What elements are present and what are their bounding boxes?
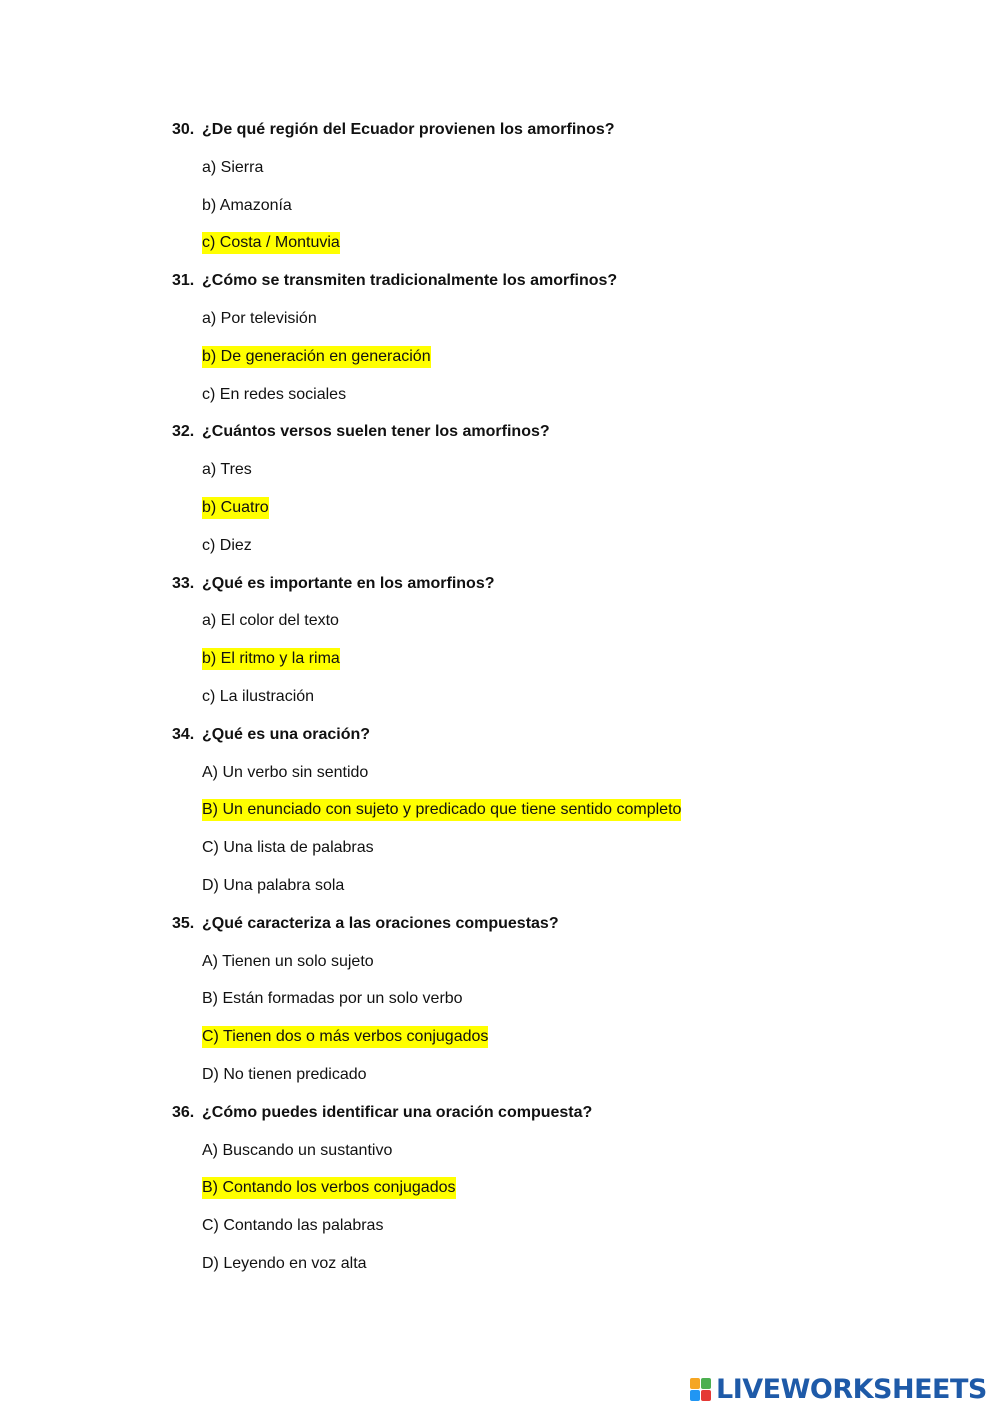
answer-option-text: a) Tres — [202, 461, 252, 479]
question-number: 33. — [172, 574, 195, 592]
answer-option[interactable] — [0, 1245, 999, 1283]
answer-option[interactable] — [0, 867, 999, 905]
answer-option[interactable] — [0, 527, 999, 565]
question-number: 32. — [172, 423, 195, 441]
answer-option-text: C) Una lista de palabras — [202, 839, 374, 857]
answer-option-text: c) En redes sociales — [202, 385, 347, 403]
answer-option-text: b) Cuatro — [202, 497, 269, 519]
answer-option-text: D) Una palabra sola — [202, 876, 345, 894]
answer-option-text: c) La ilustración — [202, 687, 315, 705]
answer-option-text: c) Costa / Montuvia — [202, 232, 340, 254]
answer-option-text: b) El ritmo y la rima — [202, 648, 340, 670]
answer-option[interactable] — [0, 1056, 999, 1094]
question-32 — [0, 413, 999, 451]
question-30 — [0, 111, 999, 149]
question-text: ¿Cuántos versos suelen tener los amorfinos? — [202, 423, 550, 441]
question-text: ¿Qué es importante en los amorfinos? — [202, 574, 495, 592]
answer-option-highlighted[interactable] — [0, 791, 999, 829]
answer-option[interactable] — [0, 451, 999, 489]
answer-option-text: A) Un verbo sin sentido — [202, 763, 369, 781]
question-35 — [0, 905, 999, 943]
answer-option-text: B) Un enunciado con sujeto y predicado que tiene sentido completo — [202, 799, 681, 821]
answer-option-text: D) No tienen predicado — [202, 1065, 367, 1083]
answer-option-text: a) El color del texto — [202, 612, 339, 630]
question-text: ¿Qué caracteriza a las oraciones compuestas? — [202, 914, 559, 932]
question-text: ¿Cómo puedes identificar una oración compuesta? — [202, 1103, 593, 1121]
answer-option-text: B) Contando los verbos conjugados — [202, 1177, 456, 1199]
answer-option-text: A) Tienen un solo sujeto — [202, 952, 374, 970]
answer-option[interactable] — [0, 300, 999, 338]
question-number: 35. — [172, 914, 195, 932]
answer-option[interactable] — [0, 829, 999, 867]
answer-option-highlighted[interactable] — [0, 1018, 999, 1056]
answer-option[interactable] — [0, 1207, 999, 1245]
answer-option[interactable] — [0, 187, 999, 225]
answer-option-text: D) Leyendo en voz alta — [202, 1254, 367, 1272]
answer-option[interactable] — [0, 980, 999, 1018]
worksheet-questions — [0, 111, 999, 1283]
answer-option-highlighted[interactable] — [0, 224, 999, 262]
question-36 — [0, 1094, 999, 1132]
question-text: ¿De qué región del Ecuador provienen los amorfinos? — [202, 121, 615, 138]
answer-option[interactable] — [0, 754, 999, 792]
logo-text: LIVEWORKSHEETS — [716, 1374, 987, 1405]
question-number: 30. — [172, 121, 195, 138]
question-number: 36. — [172, 1103, 195, 1121]
answer-option[interactable] — [0, 149, 999, 187]
question-31 — [0, 262, 999, 300]
answer-option[interactable] — [0, 376, 999, 414]
question-text: ¿Qué es una oración? — [202, 725, 371, 743]
question-number: 31. — [172, 272, 195, 290]
question-34 — [0, 716, 999, 754]
question-text: ¿Cómo se transmiten tradicionalmente los amorfinos? — [202, 272, 618, 290]
answer-option-highlighted[interactable] — [0, 338, 999, 376]
answer-option-text: A) Buscando un sustantivo — [202, 1141, 393, 1159]
answer-option[interactable] — [0, 1132, 999, 1170]
answer-option[interactable] — [0, 678, 999, 716]
liveworksheets-logo[interactable] — [690, 1374, 987, 1406]
answer-option-text: a) Sierra — [202, 158, 264, 176]
answer-option-highlighted[interactable] — [0, 640, 999, 678]
answer-option[interactable] — [0, 943, 999, 981]
answer-option-text: C) Tienen dos o más verbos conjugados — [202, 1026, 488, 1048]
answer-option-text: c) Diez — [202, 536, 252, 554]
answer-option[interactable] — [0, 602, 999, 640]
answer-option-text: b) Amazonía — [202, 196, 292, 214]
question-33 — [0, 565, 999, 603]
liveworksheets-logo-icon — [690, 1378, 712, 1402]
answer-option-text: a) Por televisión — [202, 309, 317, 327]
answer-option-highlighted[interactable] — [0, 1169, 999, 1207]
question-number: 34. — [172, 725, 195, 743]
answer-option-highlighted[interactable] — [0, 489, 999, 527]
answer-option-text: B) Están formadas por un solo verbo — [202, 990, 463, 1008]
answer-option-text: b) De generación en generación — [202, 346, 431, 368]
answer-option-text: C) Contando las palabras — [202, 1217, 384, 1235]
